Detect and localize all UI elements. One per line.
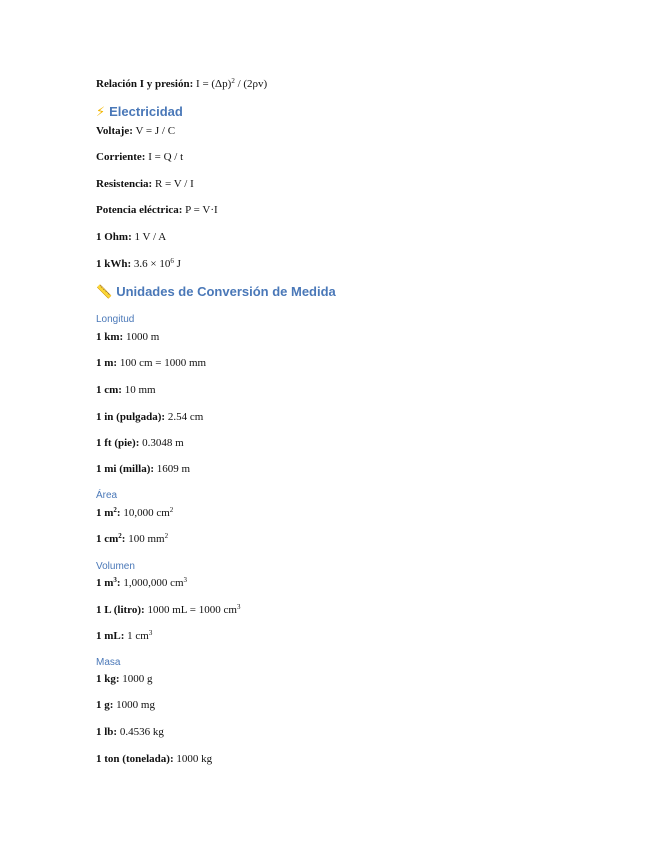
electricity-item: Voltaje: V = J / C xyxy=(96,125,176,137)
ruler-icon: 📏 xyxy=(96,284,113,299)
conversion-item: 1 $m^2$: 10,000 $cm^2$ xyxy=(96,506,174,519)
electricity-item: Resistencia: R = V / I xyxy=(96,178,194,190)
electricity-item: 1 Ohm: 1 V / A xyxy=(96,231,167,243)
conversion-item: 1 L (litro): 1000 mL = 1000 $cm^3$ xyxy=(96,603,241,616)
electricity-item-kwh: 1 kWh: $3.6 \times 10^6$ J xyxy=(96,257,181,270)
conversion-item: 1 g: 1000 mg xyxy=(96,699,155,711)
lightning-icon: ⚡ xyxy=(96,104,106,119)
conversion-item: 1 m: 100 cm = 1000 mm xyxy=(96,357,207,369)
conversion-item: 1 mi (milla): 1609 m xyxy=(96,463,191,475)
conversion-item: 1 ton (tonelada): 1000 kg xyxy=(96,753,213,765)
conversion-item: 1 cm: 10 mm xyxy=(96,384,156,396)
section-heading-electricity: ⚡ Electricidad xyxy=(96,104,183,119)
electricity-item: Corriente: I = Q / t xyxy=(96,151,184,163)
conversion-item: 1 mL: 1 $cm^3$ xyxy=(96,629,153,642)
conversion-item: 1 $cm^2$: 100 $mm^2$ xyxy=(96,532,169,545)
line-value: $I = (\Delta p)^2 / (2\rho v)$ xyxy=(196,77,268,90)
subheading-volumen: Volumen xyxy=(96,561,135,572)
subheading-longitud: Longitud xyxy=(96,314,135,325)
conversion-item: 1 km: 1000 m xyxy=(96,331,160,343)
subheading-masa: Masa xyxy=(96,657,121,668)
section-heading-conversions: 📏 Unidades de Conversión de Medida xyxy=(96,284,336,299)
conversion-item: 1 lb: 0.4536 kg xyxy=(96,726,164,738)
pressure-relation-line xyxy=(96,77,267,91)
subheading-area: Área xyxy=(96,490,118,501)
conversion-item: 1 kg: 1000 g xyxy=(96,673,153,685)
conversion-item: 1 ft (pie): 0.3048 m xyxy=(96,437,184,449)
conversion-item: 1 in (pulgada): 2.54 cm xyxy=(96,411,204,423)
electricity-item: Potencia eléctrica: P = V·I xyxy=(96,204,218,216)
conversion-item: 1 $m^3$: 1,000,000 $cm^3$ xyxy=(96,576,188,589)
line-label: Relación I y presión: xyxy=(96,78,194,90)
